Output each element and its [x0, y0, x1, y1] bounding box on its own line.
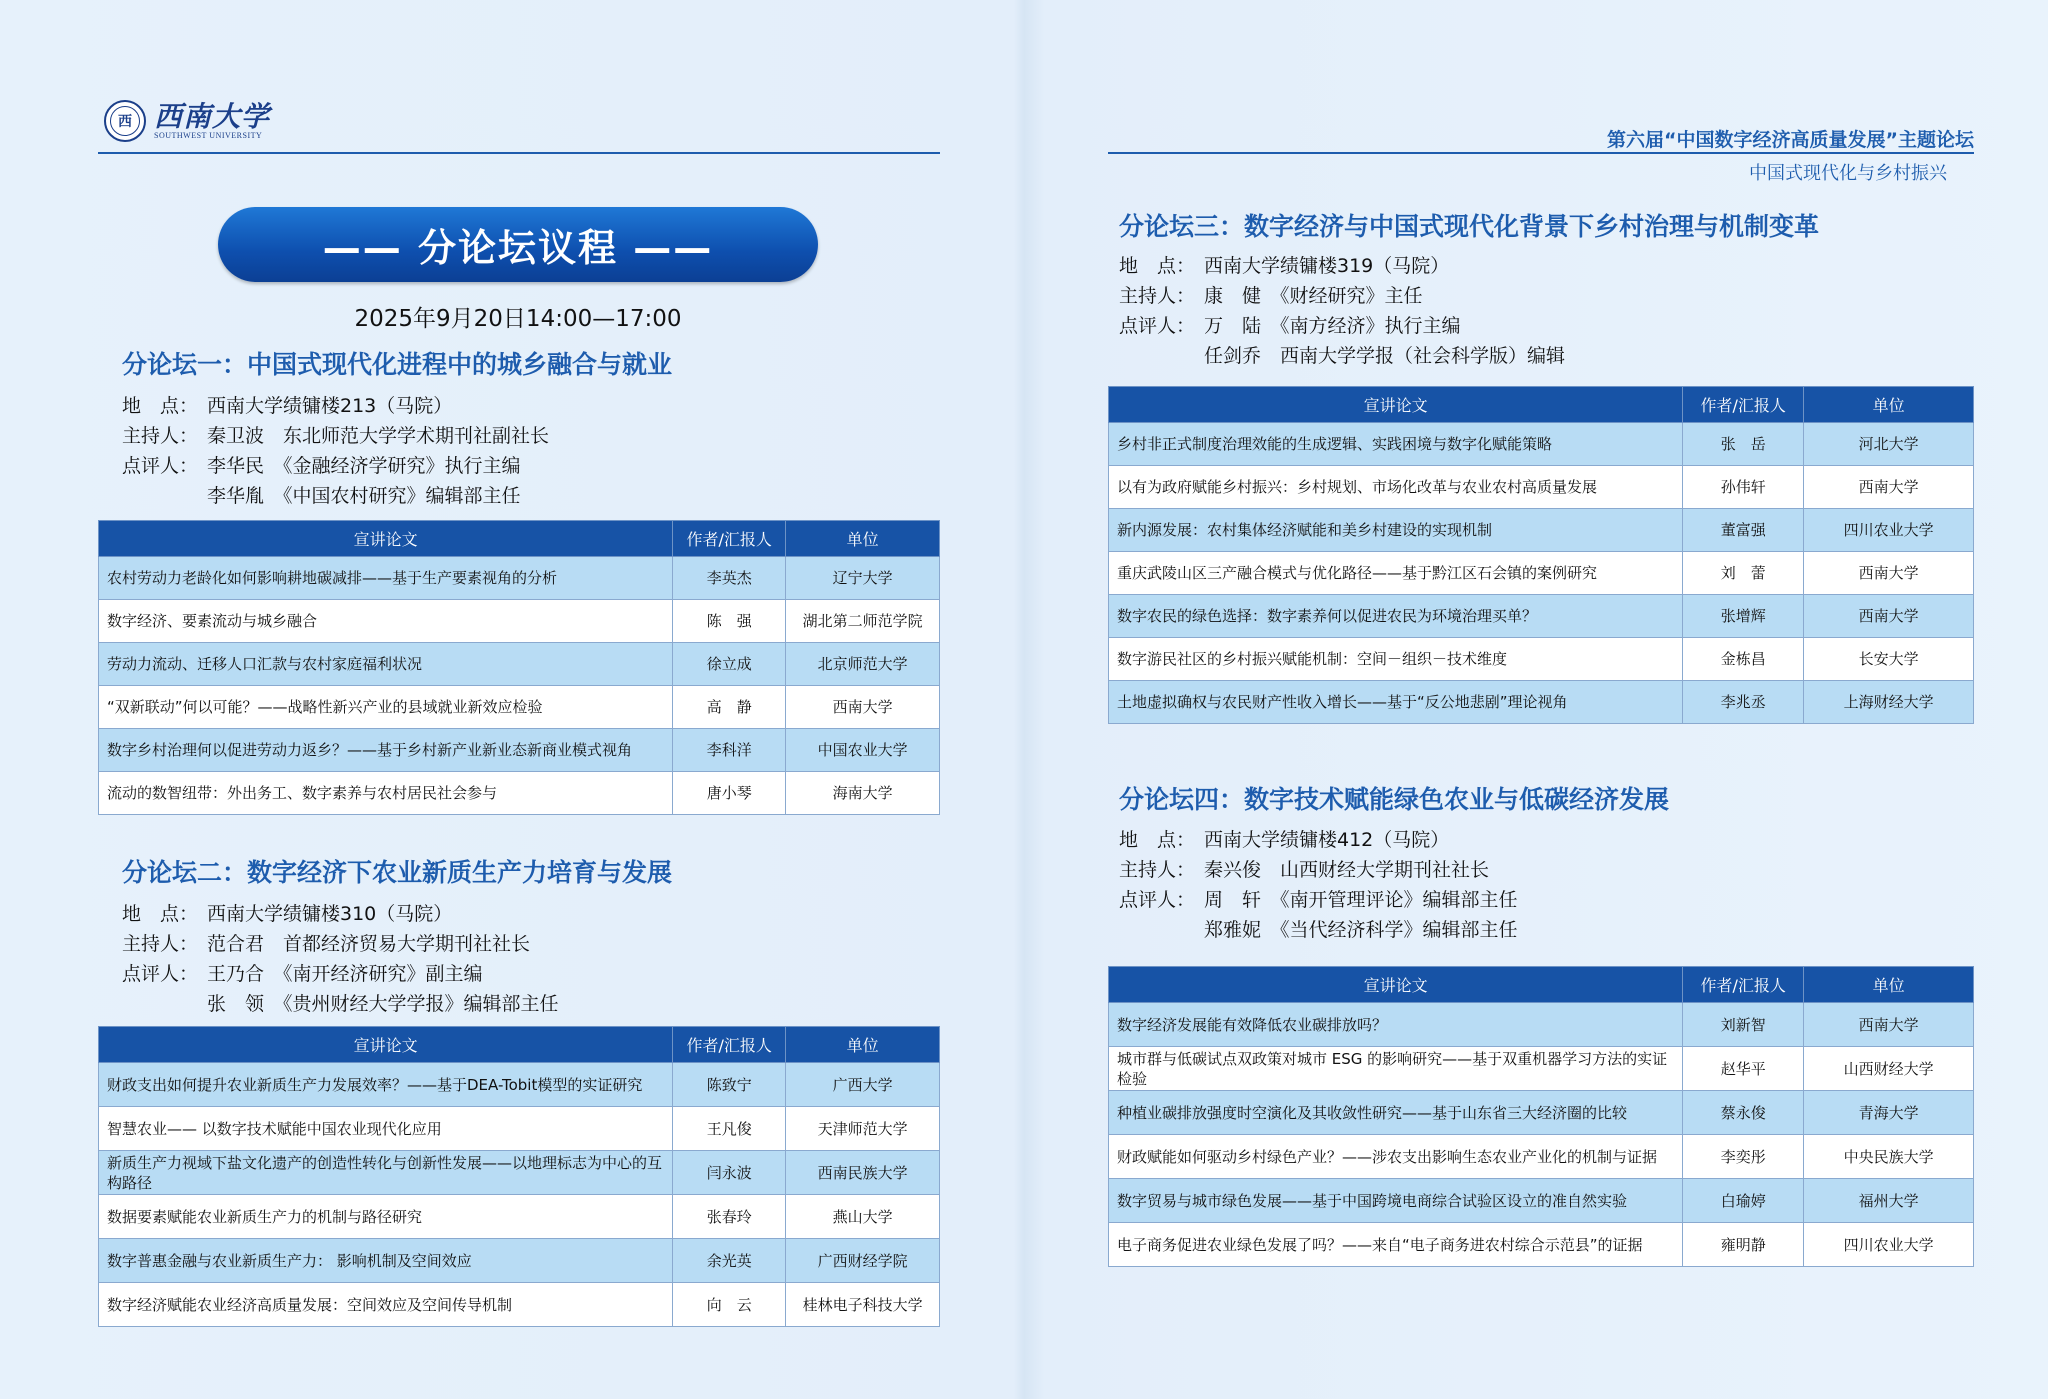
- cell-paper: 种植业碳排放强度时空演化及其收敛性研究——基于山东省三大经济圈的比较: [1109, 1091, 1683, 1135]
- table-row: [1109, 423, 1974, 466]
- cell-paper: 重庆武陵山区三产融合模式与优化路径——基于黔江区石会镇的案例研究: [1109, 552, 1683, 595]
- conference-subtitle: 中国式现代化与乡村振兴: [1749, 163, 1947, 184]
- author-column-header: 作者/汇报人: [673, 521, 786, 557]
- unit-column-header: 单位: [1804, 967, 1974, 1003]
- host-label: 主持人：: [1119, 859, 1196, 881]
- cell-author: 赵华平: [1683, 1047, 1804, 1091]
- forum-2-title: 分论坛二：数字经济下农业新质生产力培育与发展: [122, 858, 673, 887]
- forum-3-host: 康 健 《财经研究》主任: [1204, 285, 1423, 307]
- cell-paper: 数字乡村治理何以促进劳动力返乡？——基于乡村新产业新业态新商业模式视角: [99, 729, 673, 772]
- table-row: [1109, 1179, 1974, 1223]
- table-row: [99, 772, 940, 815]
- cell-author: 余光英: [673, 1239, 786, 1283]
- cell-unit: 桂林电子科技大学: [786, 1283, 940, 1327]
- cell-author: 陈 强: [673, 600, 786, 643]
- conference-title: 第六届“中国数字经济高质量发展”主题论坛: [1607, 129, 1974, 151]
- cell-unit: 燕山大学: [786, 1195, 940, 1239]
- cell-paper: 数字贸易与城市绿色发展——基于中国跨境电商综合试验区设立的准自然实验: [1109, 1179, 1683, 1223]
- cell-author: 向 云: [673, 1283, 786, 1327]
- table-row: [99, 1107, 940, 1151]
- forum-1-info: [122, 391, 549, 511]
- forum-4-reviewer: 周 轩 《南开管理评论》编辑部主任: [1204, 889, 1518, 911]
- table-row: [99, 1195, 940, 1239]
- paper-column-header: 宣讲论文: [1109, 967, 1683, 1003]
- table-row: [99, 600, 940, 643]
- author-column-header: 作者/汇报人: [1683, 387, 1804, 423]
- cell-author: 刘新智: [1683, 1003, 1804, 1047]
- cell-author: 李英杰: [673, 557, 786, 600]
- cell-unit: 西南大学: [786, 686, 940, 729]
- cell-unit: 上海财经大学: [1804, 681, 1974, 724]
- forum-3-info: [1119, 251, 1565, 371]
- table-row: [99, 686, 940, 729]
- cell-unit: 西南大学: [1804, 466, 1974, 509]
- forum-1-reviewer: 李华民 《金融经济学研究》执行主编: [207, 455, 521, 477]
- forum-1-reviewer: 李华胤 《中国农村研究》编辑部主任: [207, 485, 521, 507]
- forum-4-host: 秦兴俊 山西财经大学期刊社社长: [1204, 859, 1490, 881]
- host-label: 主持人：: [1119, 285, 1196, 307]
- reviewer-label: 点评人：: [122, 963, 199, 985]
- forum-4-table: [1108, 966, 1974, 1267]
- reviewer-label: 点评人：: [122, 455, 199, 477]
- cell-unit: 西南民族大学: [786, 1151, 940, 1195]
- forum-2-location: 西南大学绩镛楼310（马院）: [207, 903, 453, 925]
- table-row: [1109, 1003, 1974, 1047]
- cell-unit: 天津师范大学: [786, 1107, 940, 1151]
- cell-unit: 广西财经学院: [786, 1239, 940, 1283]
- reviewer-label: 点评人：: [1119, 889, 1196, 911]
- table-row: [99, 643, 940, 686]
- cell-unit: 长安大学: [1804, 638, 1974, 681]
- table-row: [99, 1151, 940, 1195]
- location-label: 地 点：: [1119, 255, 1196, 277]
- cell-author: 李奕彤: [1683, 1135, 1804, 1179]
- table-row: [99, 1063, 940, 1107]
- table-row: [99, 1239, 940, 1283]
- forum-1-location: 西南大学绩镛楼213（马院）: [207, 395, 453, 417]
- forum-2-info: [122, 899, 559, 1019]
- forum-3-title: 分论坛三：数字经济与中国式现代化背景下乡村治理与机制变革: [1119, 212, 1820, 241]
- cell-paper: 劳动力流动、迁移人口汇款与农村家庭福利状况: [99, 643, 673, 686]
- cell-unit: 中国农业大学: [786, 729, 940, 772]
- forum-1-table: [98, 520, 940, 815]
- cell-paper: 数字农民的绿色选择：数字素养何以促进农民为环境治理买单？: [1109, 595, 1683, 638]
- cell-author: 唐小琴: [673, 772, 786, 815]
- cell-unit: 中央民族大学: [1804, 1135, 1974, 1179]
- unit-column-header: 单位: [786, 1027, 940, 1063]
- cell-unit: 西南大学: [1804, 552, 1974, 595]
- cell-author: 蔡永俊: [1683, 1091, 1804, 1135]
- host-label: 主持人：: [122, 425, 199, 447]
- table-row: [1109, 1135, 1974, 1179]
- cell-author: 张春玲: [673, 1195, 786, 1239]
- table-row: [1109, 466, 1974, 509]
- author-column-header: 作者/汇报人: [1683, 967, 1804, 1003]
- unit-column-header: 单位: [1804, 387, 1974, 423]
- cell-unit: 山西财经大学: [1804, 1047, 1974, 1091]
- cell-unit: 西南大学: [1804, 1003, 1974, 1047]
- paper-column-header: 宣讲论文: [1109, 387, 1683, 423]
- table-row: [99, 729, 940, 772]
- cell-paper: 流动的数智纽带：外出务工、数字素养与农村居民社会参与: [99, 772, 673, 815]
- forum-2-host: 范合君 首都经济贸易大学期刊社社长: [207, 933, 531, 955]
- cell-author: 刘 蕾: [1683, 552, 1804, 595]
- cell-paper: 数字经济发展能有效降低农业碳排放吗？: [1109, 1003, 1683, 1047]
- table-row: [99, 557, 940, 600]
- logo-en: SOUTHWEST UNIVERSITY: [154, 130, 263, 140]
- session-date: 2025年9月20日14:00—17:00: [354, 306, 682, 332]
- cell-paper: 智慧农业—— 以数字技术赋能中国农业现代化应用: [99, 1107, 673, 1151]
- cell-unit: 青海大学: [1804, 1091, 1974, 1135]
- forum-2-reviewer: 王乃合 《南开经济研究》副主编: [207, 963, 483, 985]
- cell-paper: 电子商务促进农业绿色发展了吗？——来自“电子商务进农村综合示范县”的证据: [1109, 1223, 1683, 1267]
- forum-4-title: 分论坛四：数字技术赋能绿色农业与低碳经济发展: [1119, 785, 1670, 814]
- table-row: [99, 1283, 940, 1327]
- cell-paper: 数字经济赋能农业经济高质量发展：空间效应及空间传导机制: [99, 1283, 673, 1327]
- host-label: 主持人：: [122, 933, 199, 955]
- cell-unit: 河北大学: [1804, 423, 1974, 466]
- cell-paper: 财政赋能如何驱动乡村绿色产业？——涉农支出影响生态农业产业化的机制与证据: [1109, 1135, 1683, 1179]
- author-column-header: 作者/汇报人: [673, 1027, 786, 1063]
- cell-author: 王凡俊: [673, 1107, 786, 1151]
- cell-author: 白瑜婷: [1683, 1179, 1804, 1223]
- cell-author: 张 岳: [1683, 423, 1804, 466]
- forum-4-info: [1119, 825, 1518, 945]
- cell-paper: 新质生产力视域下盐文化遗产的创造性转化与创新性发展——以地理标志为中心的互构路径: [99, 1151, 673, 1195]
- forum-4-location: 西南大学绩镛楼412（马院）: [1204, 829, 1450, 851]
- table-row: [1109, 638, 1974, 681]
- table-row: [1109, 595, 1974, 638]
- cell-author: 高 静: [673, 686, 786, 729]
- table-row: [1109, 552, 1974, 595]
- cell-author: 李兆丞: [1683, 681, 1804, 724]
- cell-author: 孙伟轩: [1683, 466, 1804, 509]
- cell-unit: 海南大学: [786, 772, 940, 815]
- cell-unit: 四川农业大学: [1804, 509, 1974, 552]
- cell-paper: 财政支出如何提升农业新质生产力发展效率？——基于DEA-Tobit模型的实证研究: [99, 1063, 673, 1107]
- location-label: 地 点：: [122, 395, 199, 417]
- cell-paper: 新内源发展：农村集体经济赋能和美乡村建设的实现机制: [1109, 509, 1683, 552]
- right-page: [1024, 0, 2048, 1399]
- forum-1-host: 秦卫波 东北师范大学学术期刊社副社长: [207, 425, 550, 447]
- unit-column-header: 单位: [786, 521, 940, 557]
- cell-unit: 湖北第二师范学院: [786, 600, 940, 643]
- cell-paper: 数字游民社区的乡村振兴赋能机制：空间－组织－技术维度: [1109, 638, 1683, 681]
- location-label: 地 点：: [122, 903, 199, 925]
- logo-cn: 西南大学: [154, 99, 271, 133]
- table-row: [1109, 509, 1974, 552]
- forum-2-table: [98, 1026, 940, 1327]
- cell-author: 李科洋: [673, 729, 786, 772]
- cell-author: 雍明静: [1683, 1223, 1804, 1267]
- cell-unit: 福州大学: [1804, 1179, 1974, 1223]
- cell-unit: 广西大学: [786, 1063, 940, 1107]
- cell-unit: 西南大学: [1804, 595, 1974, 638]
- cell-paper: 数字普惠金融与农业新质生产力： 影响机制及空间效应: [99, 1239, 673, 1283]
- table-row: [1109, 1223, 1974, 1267]
- cell-author: 金栋昌: [1683, 638, 1804, 681]
- cell-paper: 数字经济、要素流动与城乡融合: [99, 600, 673, 643]
- table-row: [1109, 1091, 1974, 1135]
- cell-paper: “双新联动”何以可能？——战略性新兴产业的县域就业新效应检验: [99, 686, 673, 729]
- location-label: 地 点：: [1119, 829, 1196, 851]
- forum-4-reviewer: 郑雅妮 《当代经济科学》编辑部主任: [1204, 919, 1518, 941]
- header-rule: [98, 152, 940, 154]
- cell-author: 陈致宁: [673, 1063, 786, 1107]
- forum-3-reviewer: 万 陆 《南方经济》执行主编: [1204, 315, 1461, 337]
- cell-author: 徐立成: [673, 643, 786, 686]
- forum-3-table: [1108, 386, 1974, 724]
- cell-author: 董富强: [1683, 509, 1804, 552]
- forum-3-location: 西南大学绩镛楼319（马院）: [1204, 255, 1450, 277]
- cell-unit: 四川农业大学: [1804, 1223, 1974, 1267]
- paper-column-header: 宣讲论文: [99, 1027, 673, 1063]
- cell-paper: 数据要素赋能农业新质生产力的机制与路径研究: [99, 1195, 673, 1239]
- cell-paper: 乡村非正式制度治理效能的生成逻辑、实践困境与数字化赋能策略: [1109, 423, 1683, 466]
- forum-3-reviewer: 任剑乔 西南大学学报（社会科学版）编辑: [1204, 345, 1566, 367]
- table-row: [1109, 1047, 1974, 1091]
- cell-paper: 农村劳动力老龄化如何影响耕地碳减排——基于生产要素视角的分析: [99, 557, 673, 600]
- forum-2-reviewer: 张 领 《贵州财经大学学报》编辑部主任: [207, 993, 559, 1015]
- forum-1-title: 分论坛一：中国式现代化进程中的城乡融合与就业: [122, 350, 673, 379]
- cell-paper: 城市群与低碳试点双政策对城市 ESG 的影响研究——基于双重机器学习方法的实证检验: [1109, 1047, 1683, 1091]
- cell-unit: 北京师范大学: [786, 643, 940, 686]
- paper-column-header: 宣讲论文: [99, 521, 673, 557]
- cell-author: 张增辉: [1683, 595, 1804, 638]
- cell-paper: 以有为政府赋能乡村振兴：乡村规划、市场化改革与农业农村高质量发展: [1109, 466, 1683, 509]
- reviewer-label: 点评人：: [1119, 315, 1196, 337]
- table-row: [1109, 681, 1974, 724]
- header-rule: [1108, 152, 1974, 154]
- cell-paper: 土地虚拟确权与农民财产性收入增长——基于“反公地悲剧”理论视角: [1109, 681, 1683, 724]
- page-title-banner: —— 分论坛议程 ——: [218, 207, 818, 282]
- university-logo: [104, 100, 270, 142]
- cell-unit: 辽宁大学: [786, 557, 940, 600]
- cell-author: 闫永波: [673, 1151, 786, 1195]
- university-seal-icon: 西: [104, 100, 146, 142]
